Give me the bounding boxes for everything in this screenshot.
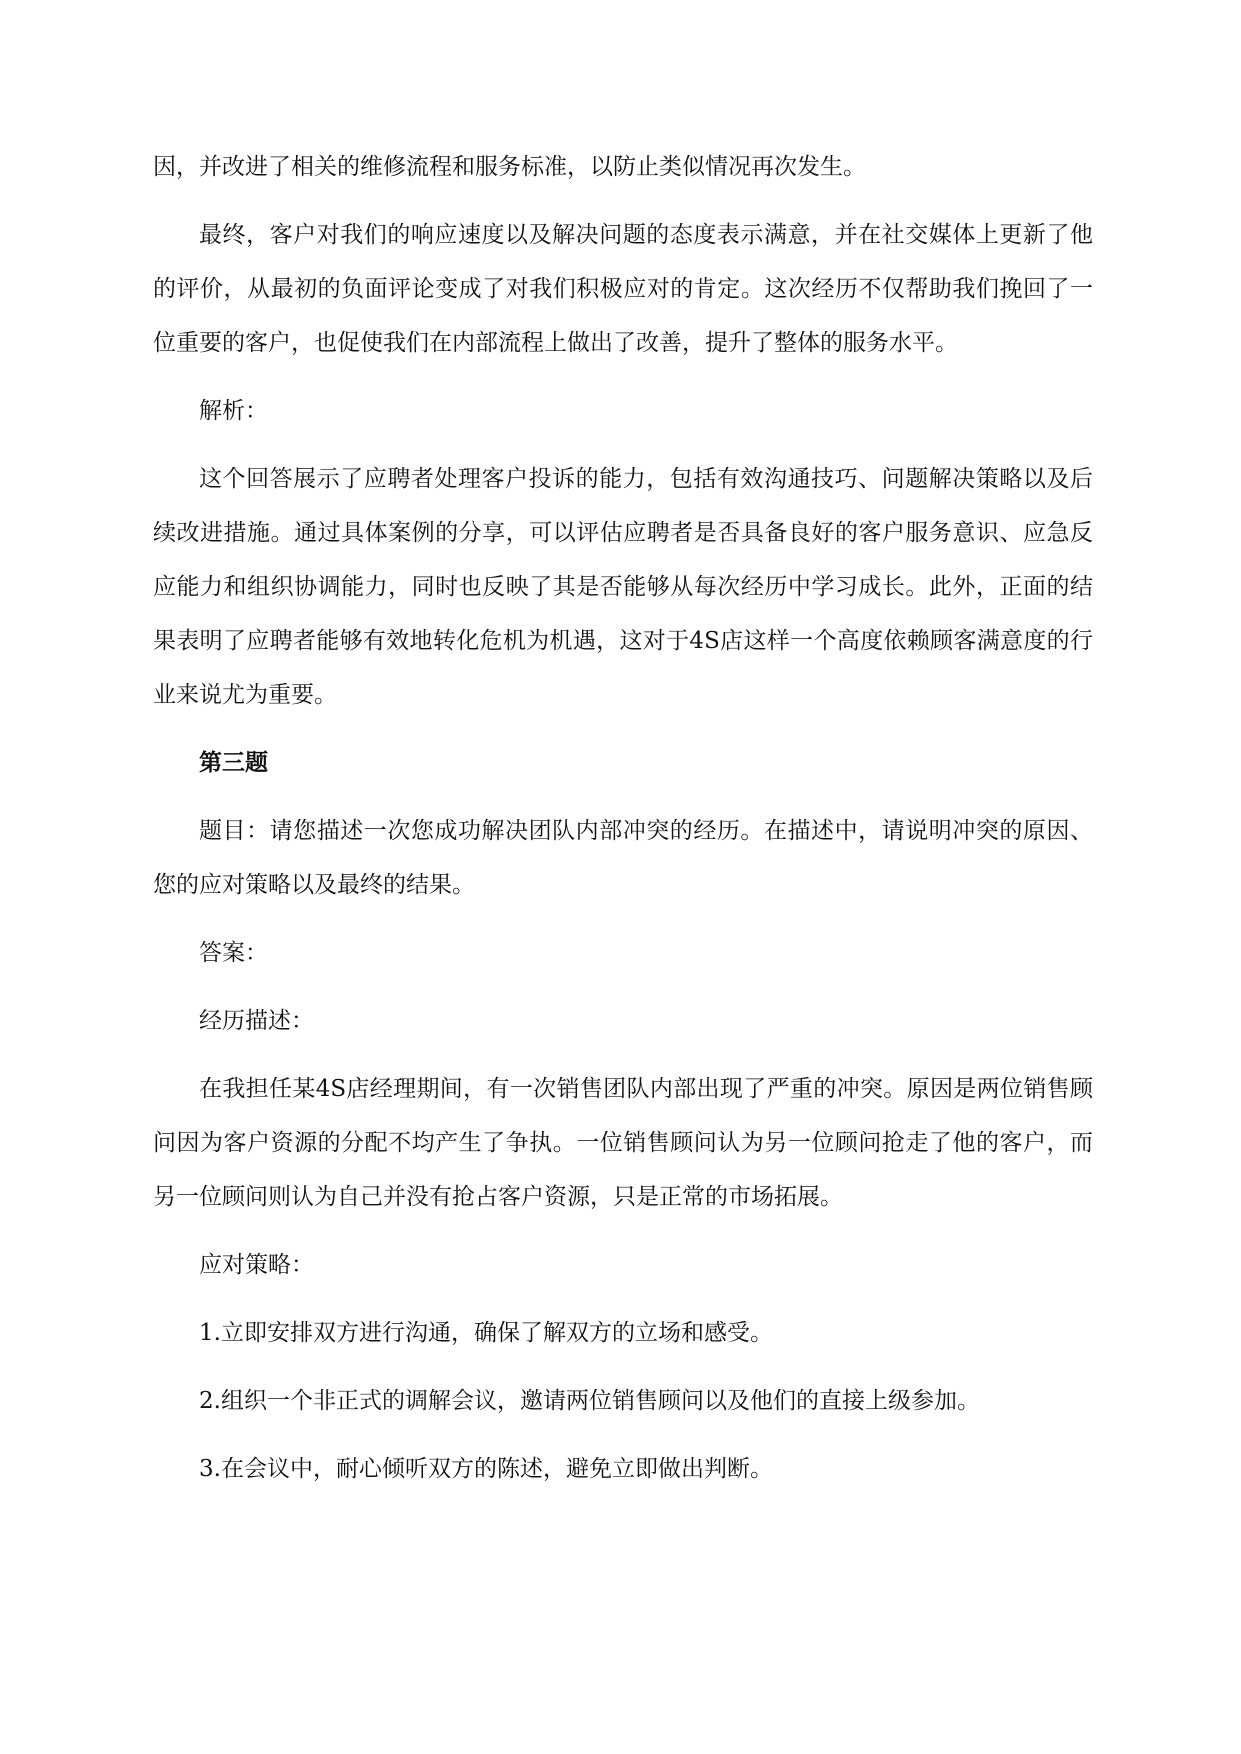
document-body [153, 140, 1093, 1510]
section-heading: 第三题 [199, 750, 268, 776]
label-experience: 经历描述： [199, 1008, 314, 1034]
list-item-1: 1.立即安排双方进行沟通，确保了解双方的立场和感受。 [199, 1320, 773, 1346]
paragraph-experience: 在我担任某4S店经理期间，有一次销售团队内部出现了严重的冲突。原因是两位销售顾问因为客户资源的分配不均产生了争执。一位销售顾问认为另一位顾问抢走了他的客户，而另一位顾问则认为自己并没有抢占客户资源，只是正常的市场拓展。 [153, 1076, 1093, 1210]
paragraph-continuation: 因，并改进了相关的维修流程和服务标准，以防止类似情况再次发生。 [153, 154, 866, 180]
paragraph-question: 题目：请您描述一次您成功解决团队内部冲突的经历。在描述中，请说明冲突的原因、您的应对策略以及最终的结果。 [153, 818, 1093, 898]
list-item-2: 2.组织一个非正式的调解会议，邀请两位销售顾问以及他们的直接上级参加。 [199, 1388, 980, 1414]
paragraph-analysis: 这个回答展示了应聘者处理客户投诉的能力，包括有效沟通技巧、问题解决策略以及后续改进措施。通过具体案例的分享，可以评估应聘者是否具备良好的客户服务意识、应急反应能力和组织协调能力，同时也反映了其是否能够从每次经历中学习成长。此外，正面的结果表明了应聘者能够有效地转化危机为机遇，这对于4S店这样一个高度依赖顾客满意度的行业来说尤为重要。 [153, 466, 1093, 708]
label-answer: 答案： [199, 940, 268, 966]
label-analysis: 解析： [199, 398, 268, 424]
label-strategy: 应对策略： [199, 1252, 314, 1278]
list-item-3: 3.在会议中，耐心倾听双方的陈述，避免立即做出判断。 [199, 1456, 773, 1482]
paragraph-outcome: 最终，客户对我们的响应速度以及解决问题的态度表示满意，并在社交媒体上更新了他的评价，从最初的负面评论变成了对我们积极应对的肯定。这次经历不仅帮助我们挽回了一位重要的客户，也促使我们在内部流程上做出了改善，提升了整体的服务水平。 [153, 222, 1093, 356]
